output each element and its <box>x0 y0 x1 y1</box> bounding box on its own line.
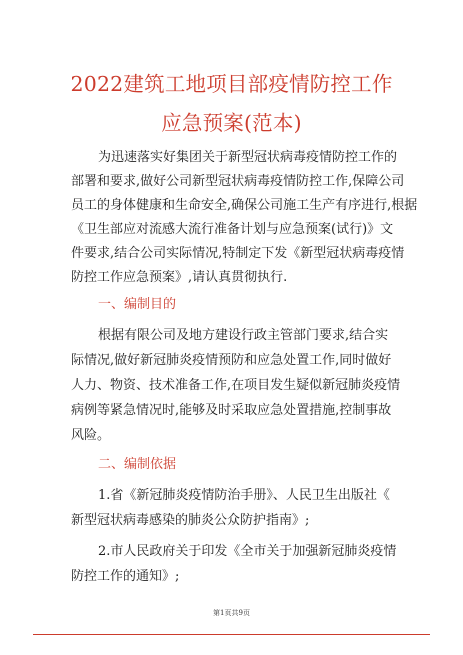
purpose-paragraph-line: 风险。 <box>71 428 111 443</box>
intro-paragraph-line: 《卫生部应对流感大流行准备计划与应急预案(试行)》文 <box>71 222 394 237</box>
purpose-paragraph-line: 病例等紧急情况时,能够及时采取应急处置措施,控制事故 <box>71 403 392 418</box>
basis-item-line: 1.省《新冠肺炎疫情防治手册》、人民卫生出版社《 <box>98 488 390 503</box>
intro-paragraph-line: 为迅速落实好集团关于新型冠状病毒疫情防控工作的 <box>98 150 398 165</box>
purpose-paragraph-line: 际情况,做好新冠肺炎疫情预防和应急处置工作,同时做好 <box>71 353 392 368</box>
section-heading-purpose: 一、编制目的 <box>98 297 177 312</box>
intro-paragraph-line: 部署和要求,做好公司新型冠状病毒疫情防控工作,保障公司 <box>71 174 405 189</box>
basis-item-line: 2.市人民政府关于印发《全市关于加强新冠肺炎疫情 <box>98 544 397 559</box>
intro-paragraph-line: 员工的身体健康和生命安全,确保公司施工生产有序进行,根据 <box>71 198 418 213</box>
document-title-line-2: 应急预案(范本) <box>161 111 302 135</box>
purpose-paragraph-line: 根据有限公司及地方建设行政主管部门要求,结合实 <box>98 328 389 343</box>
basis-item-line: 防控工作的通知》; <box>71 569 180 584</box>
document-title-line-1: 2022建筑工地项目部疫情防控工作 <box>70 72 393 96</box>
intro-paragraph-line: 防控工作应急预案》,请认真贯彻执行. <box>71 270 288 285</box>
page-number: 第1页共9页 <box>213 609 250 617</box>
footer-divider <box>33 634 430 635</box>
basis-item-line: 新型冠状病毒感染的肺炎公众防护指南》; <box>71 513 310 528</box>
purpose-paragraph-line: 人力、物资、技术准备工作,在项目发生疑似新冠肺炎疫情 <box>71 378 401 393</box>
section-heading-basis: 二、编制依据 <box>98 457 177 472</box>
intro-paragraph-line: 件要求,结合公司实际情况,特制定下发《新型冠状病毒疫情 <box>71 246 405 261</box>
